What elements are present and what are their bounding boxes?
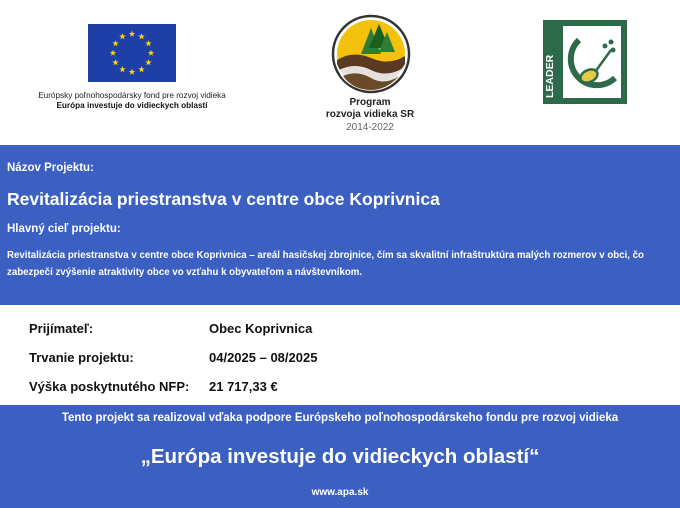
svg-text:LEADER: LEADER (544, 54, 556, 98)
leader-logo-icon (543, 20, 627, 104)
slogan-text: „Európa investuje do vidieckych oblastí“ (140, 445, 540, 468)
recipient-value: Obec Koprivnica (209, 321, 313, 336)
funding-label: Výška poskytnutého NFP: (29, 379, 190, 394)
prv-title: Program (349, 97, 391, 108)
prv-logo-icon (331, 14, 411, 94)
header (0, 0, 680, 145)
eu-slogan-text: Európa investuje do vidieckych oblastí (56, 101, 208, 110)
recipient-label: Prijímateľ: (29, 321, 94, 336)
duration-value: 04/2025 – 08/2025 (209, 350, 318, 365)
support-text: Tento projekt sa realizoval vďaka podpore Európskeho poľnohospodárskeho fondu pre rozvoj vidieka (61, 412, 619, 424)
project-title: Revitalizácia priestranstva v centre obce Koprivnica (7, 189, 440, 209)
eu-fund-text: Európsky poľnohospodársky fond pre rozvoj vidieka (38, 91, 226, 100)
website-link[interactable]: www.apa.sk (311, 487, 369, 498)
funding-value: 21 717,33 € (209, 379, 278, 394)
project-goal-text: Revitalizácia priestranstva v centre obce Koprivnica – areál hasičskej zbrojnice, čím sa skvalitní infraštruktúra malých rozmerov v obci, čo zabezpečí zvýšenie atraktivity obce vo vzťahu k obyvateľom a návštevníkom. (7, 250, 644, 278)
prv-years: 2014-2022 (346, 122, 394, 133)
duration-label: Trvanie projektu: (29, 350, 134, 365)
prv-subtitle: rozvoja vidieka SR (325, 109, 415, 120)
eu-flag-icon (88, 24, 176, 82)
project-name-label: Názov Projektu: (7, 162, 94, 174)
project-goal-label: Hlavný cieľ projektu: (7, 223, 121, 235)
